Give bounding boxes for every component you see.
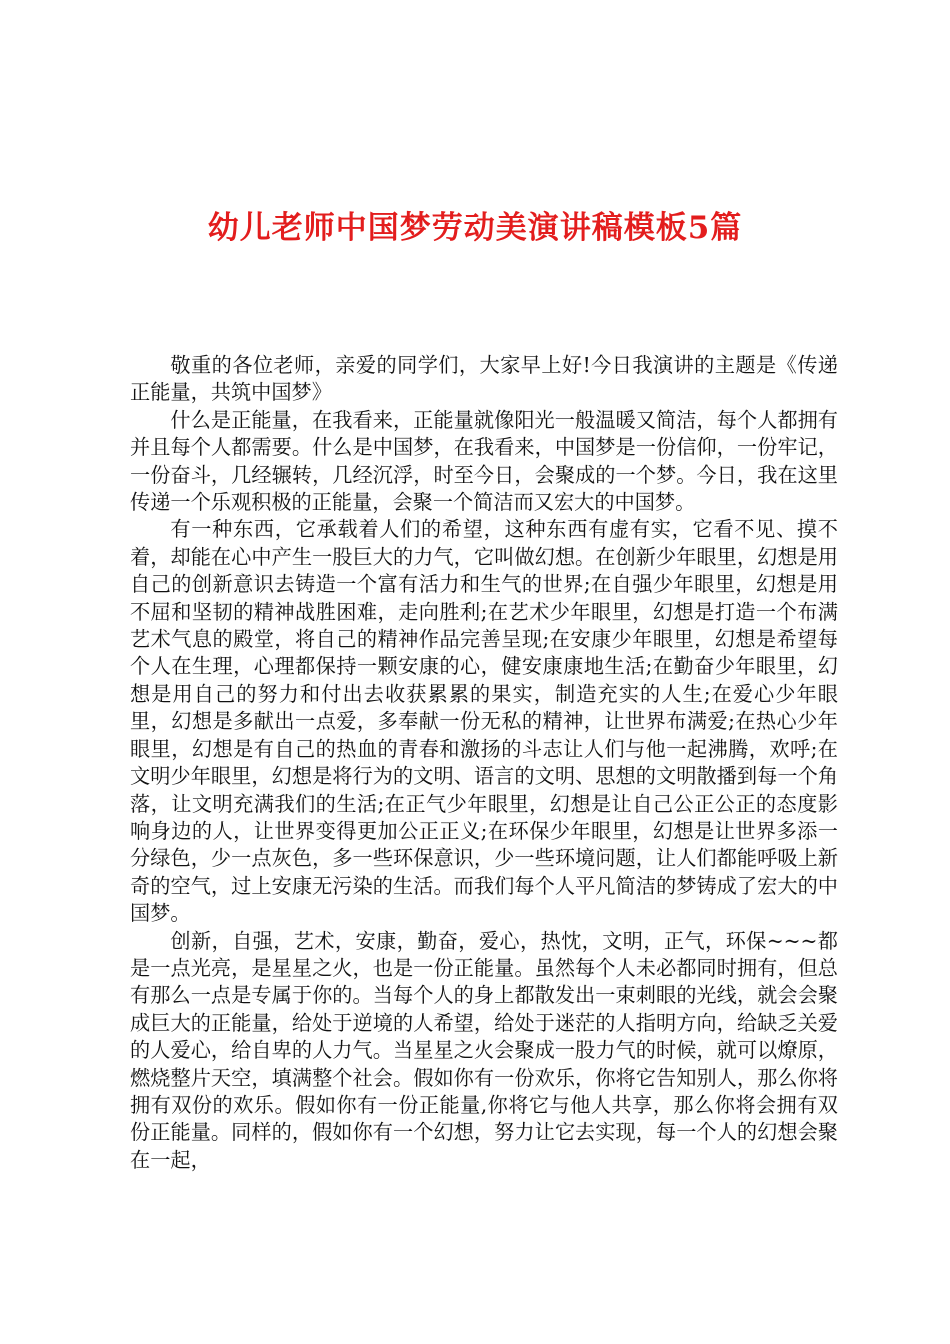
paragraph: 创新，自强，艺术，安康，勤奋，爱心，热忱，文明，正气，环保~~~都是一点光亮，是星星之火，也是一份正能量。虽然每个人未必都同时拥有，但总有那么一点是专属于你的。当每个人的身上都散发出一束刺眼的光线，就会会聚成巨大的正能量，给处于逆境的人希望，给处于迷茫的人指明方向，给缺乏关爱的人爱心，给自卑的人力气。当星星之火会聚成一股力气的时候，就可以燎原，燃烧整片天空，填满整个社会。假如你有一份欢乐，你将它告知别人，那么你将拥有双份的欢乐。假如你有一份正能量,你将它与他人共享，那么你将会拥有双份正能量。同样的，假如你有一个幻想，努力让它去实现，每一个人的幻想会聚在一起， <box>130 928 838 1172</box>
paragraph: 敬重的各位老师，亲爱的同学们，大家早上好!今日我演讲的主题是《传递正能量，共筑中国梦》 <box>130 353 838 405</box>
document-body <box>130 352 838 1174</box>
document-title: 幼儿老师中国梦劳动美演讲稿模板5篇 <box>207 210 743 246</box>
paragraph: 什么是正能量，在我看来，正能量就像阳光一般温暖又简洁，每个人都拥有并且每个人都需要。什么是中国梦，在我看来，中国梦是一份信仰，一份牢记，一份奋斗，几经辗转，几经沉浮，时至今日，会聚成的一个梦。今日，我在这里传递一个乐观积极的正能量，会聚一个简洁而又宏大的中国梦。 <box>130 407 838 515</box>
paragraph: 有一种东西，它承载着人们的希望，这种东西有虚有实，它看不见、摸不着，却能在心中产生一股巨大的力气，它叫做幻想。在创新少年眼里，幻想是用自己的创新意识去铸造一个富有活力和生气的世界;在自强少年眼里，幻想是用不屈和坚韧的精神战胜困难，走向胜利;在艺术少年眼里，幻想是打造一个布满艺术气息的殿堂，将自己的精神作品完善呈现;在安康少年眼里，幻想是希望每个人在生理，心理都保持一颗安康的心，健安康康地生活;在勤奋少年眼里，幻想是用自己的努力和付出去收获累累的果实，制造充实的人生;在爱心少年眼里，幻想是多献出一点爱，多奉献一份无私的精神，让世界布满爱;在热心少年眼里，幻想是有自己的热血的青春和激扬的斗志让人们与他一起沸腾，欢呼;在文明少年眼里，幻想是将行为的文明、语言的文明、思想的文明散播到每一个角落，让文明充满我们的生活;在正气少年眼里，幻想是让自己公正公正的态度影响身边的人，让世界变得更加公正正义;在环保少年眼里，幻想是让世界多添一分绿色，少一点灰色，多一些环保意识，少一些环境问题，让人们都能呼吸上新奇的空气，过上安康无污染的生活。而我们每个人平凡简洁的梦铸成了宏大的中国梦。 <box>130 517 838 926</box>
